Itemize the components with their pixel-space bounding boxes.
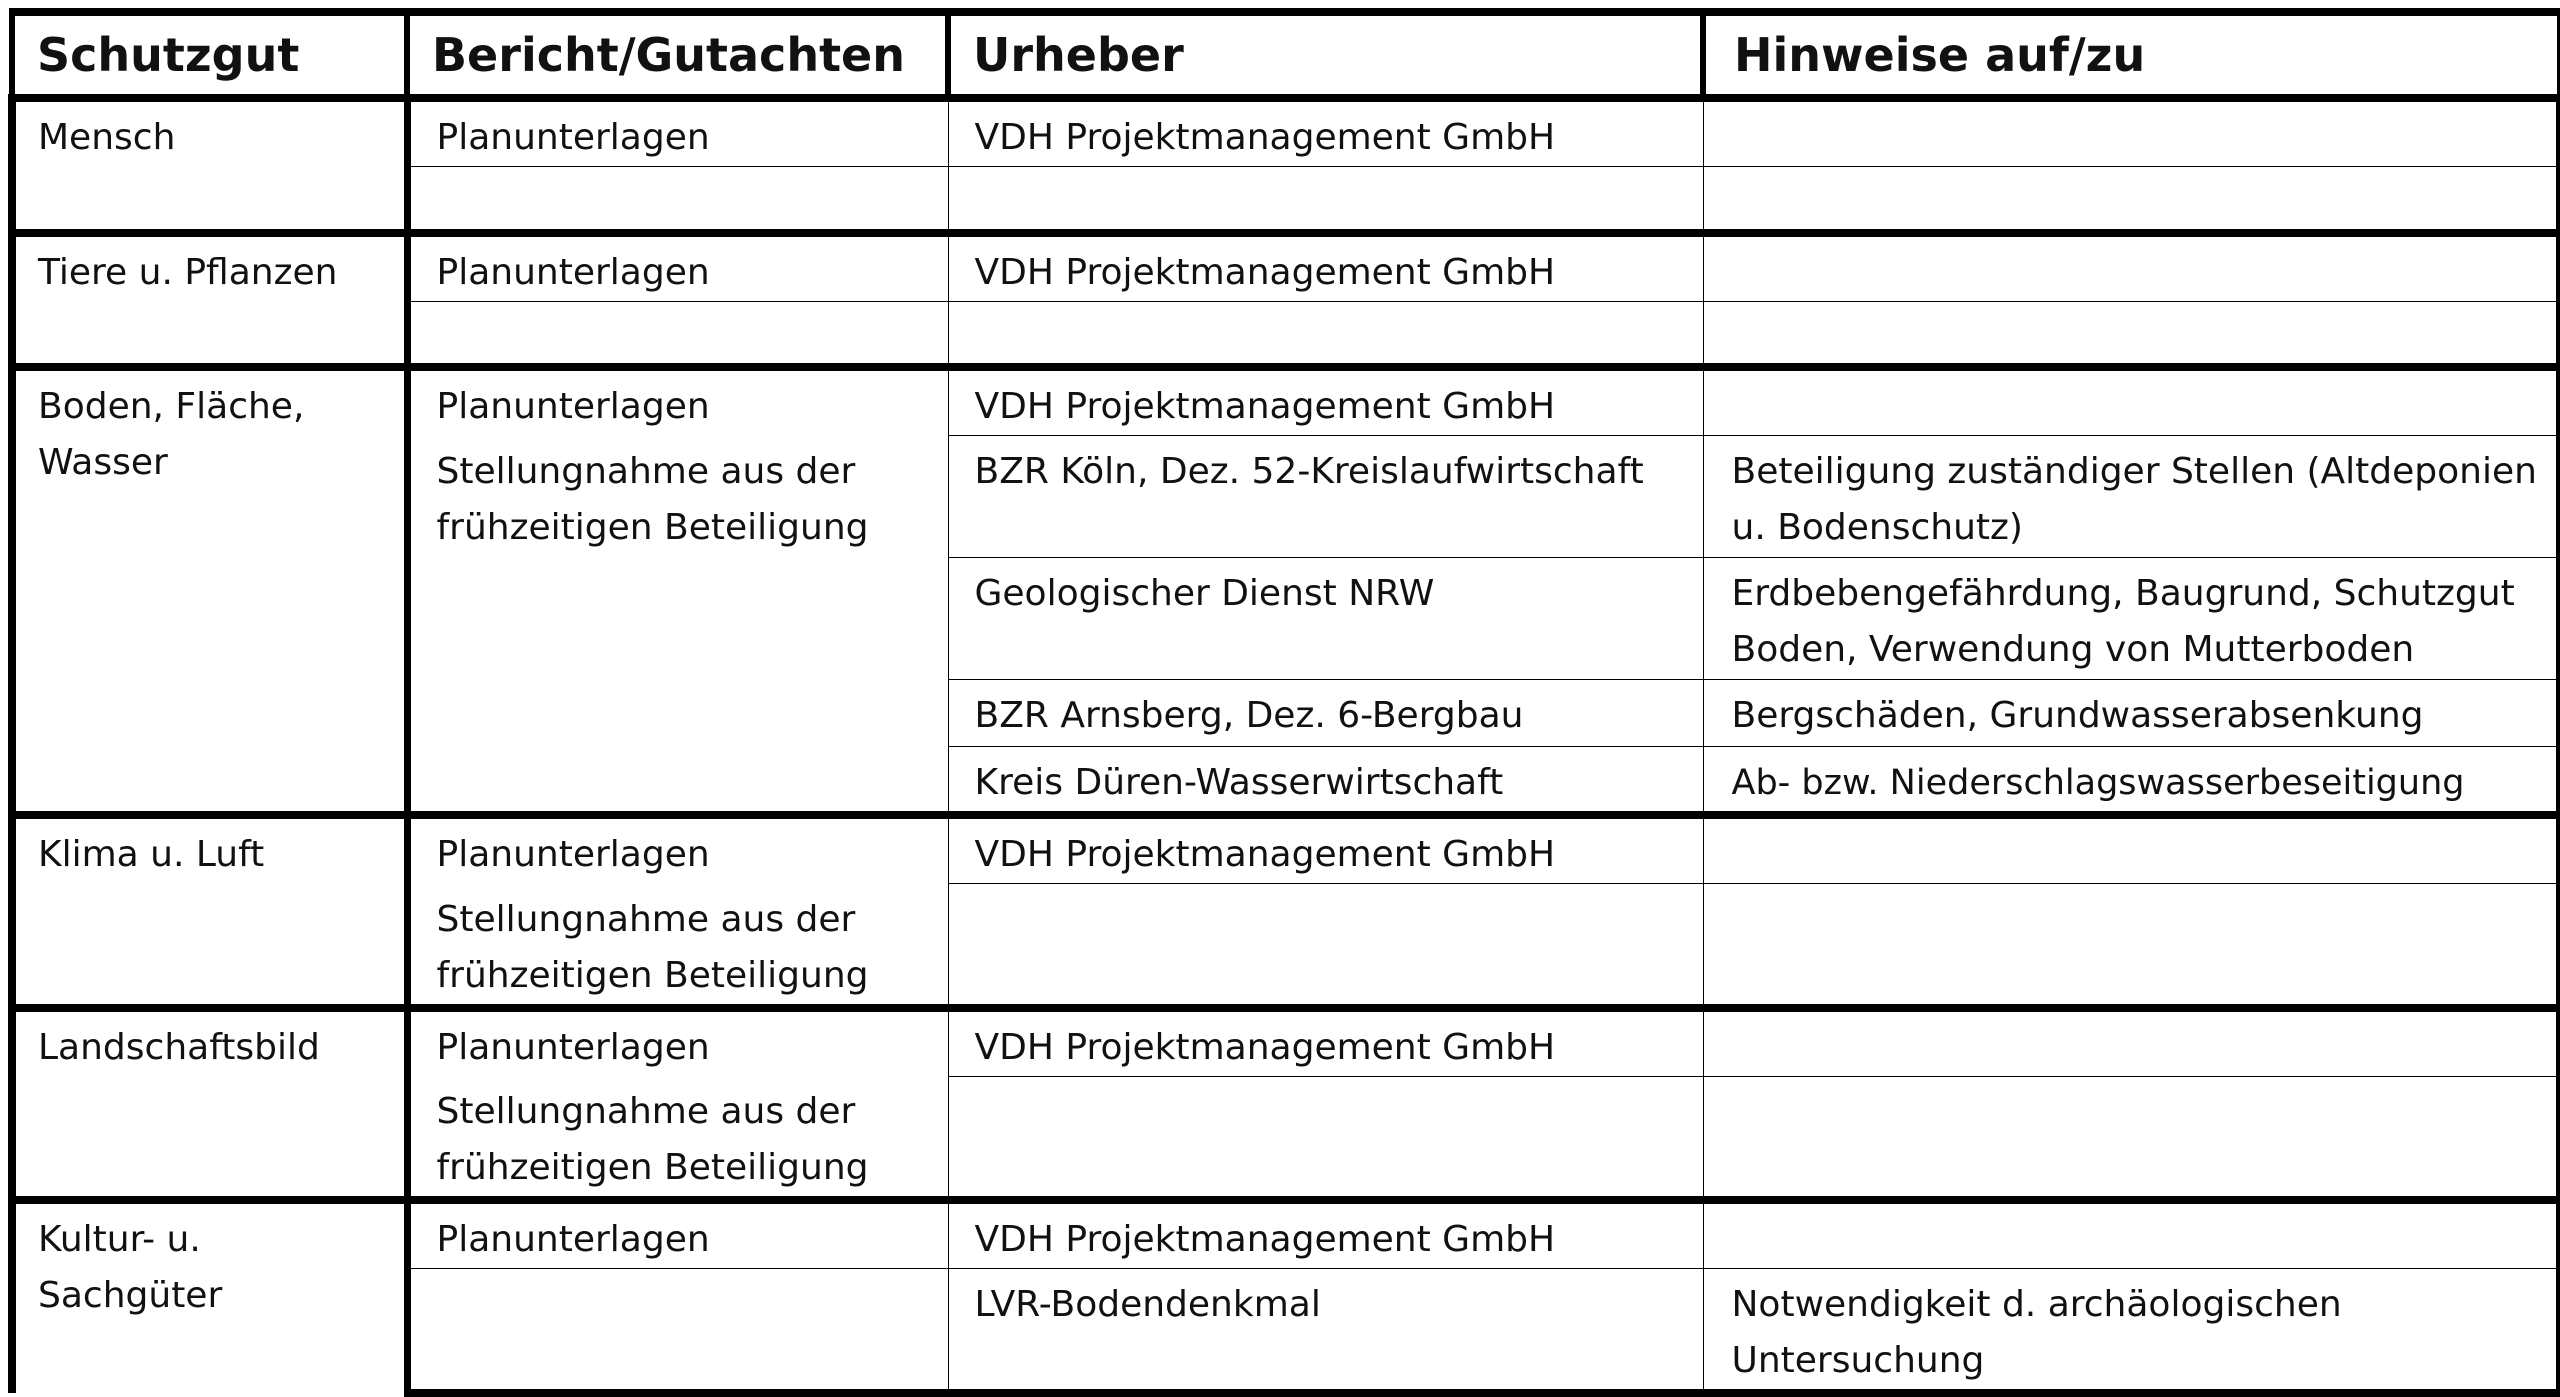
bericht-cell: Planunterlagen [407,1008,948,1077]
urheber-cell [948,301,1703,367]
hinweise-cell [1703,1200,2560,1269]
urheber-cell [948,884,1703,1008]
header-bericht: Bericht/Gutachten [407,12,948,98]
header-row [12,12,2560,98]
schutzgut-cell: Kultur- u. Sachgüter [12,1200,407,1393]
schutzgut-cell: Tiere u. Pflanzen [12,233,407,368]
urheber-cell: VDH Projektmanagement GmbH [948,233,1703,302]
table-row [12,367,2560,436]
bericht-cell: Stellungnahme aus der frühzeitigen Beteiligung [407,884,948,1008]
bericht-cell: Stellungnahme aus der frühzeitigen Beteiligung [407,1076,948,1200]
schutzgut-cell: Landschaftsbild [12,1008,407,1201]
schutzgut-cell: Klima u. Luft [12,815,407,1008]
urheber-cell: Kreis Düren-Wasserwirtschaft [948,747,1703,816]
urheber-cell: LVR-Bodendenkmal [948,1269,1703,1394]
hinweise-cell: Erdbebengefährdung, Baugrund, Schutzgut Boden, Verwendung von Mutterboden [1703,558,2560,680]
urheber-cell: BZR Köln, Dez. 52-Kreislaufwirtschaft [948,436,1703,558]
header-hinweise: Hinweise auf/zu [1703,12,2560,98]
hinweise-cell [1703,167,2560,233]
bericht-cell [407,1269,948,1394]
bericht-cell: Planunterlagen [407,815,948,884]
hinweise-cell: Ab- bzw. Niederschlagswasserbeseitigung [1703,747,2560,816]
bericht-cell: Planunterlagen [407,98,948,167]
hinweise-cell [1703,301,2560,367]
urheber-cell: VDH Projektmanagement GmbH [948,367,1703,436]
urheber-cell: VDH Projektmanagement GmbH [948,815,1703,884]
urheber-cell: VDH Projektmanagement GmbH [948,1200,1703,1269]
bericht-cell [407,301,948,367]
hinweise-cell [1703,815,2560,884]
hinweise-cell [1703,1076,2560,1200]
hinweise-cell [1703,233,2560,302]
urheber-cell [948,1076,1703,1200]
table-row [12,98,2560,167]
bericht-cell: Planunterlagen [407,1200,948,1269]
urheber-cell [948,167,1703,233]
schutzgut-cell: Mensch [12,98,407,233]
hinweise-cell [1703,98,2560,167]
urheber-cell: BZR Arnsberg, Dez. 6-Bergbau [948,680,1703,747]
hinweise-cell [1703,1008,2560,1077]
table-row [12,233,2560,302]
header-schutzgut: Schutzgut [12,12,407,98]
table-row [12,1200,2560,1269]
hinweise-cell: Beteiligung zuständiger Stellen (Altdeponien u. Bodenschutz) [1703,436,2560,558]
header-urheber: Urheber [948,12,1703,98]
urheber-cell: VDH Projektmanagement GmbH [948,1008,1703,1077]
schutzgut-cell: Boden, Fläche, Wasser [12,367,407,815]
table-row [12,1008,2560,1077]
bericht-cell: Planunterlagen [407,367,948,436]
bericht-cell: Stellungnahme aus der frühzeitigen Beteiligung [407,436,948,816]
hinweise-cell [1703,367,2560,436]
urheber-cell: VDH Projektmanagement GmbH [948,98,1703,167]
table-row [12,815,2560,884]
bericht-cell [407,167,948,233]
bericht-cell: Planunterlagen [407,233,948,302]
hinweise-cell: Bergschäden, Grundwasserabsenkung [1703,680,2560,747]
hinweise-cell: Notwendigkeit d. archäologischen Untersuchung [1703,1269,2560,1394]
schutzgut-table [8,8,2560,1397]
urheber-cell: Geologischer Dienst NRW [948,558,1703,680]
hinweise-cell [1703,884,2560,1008]
